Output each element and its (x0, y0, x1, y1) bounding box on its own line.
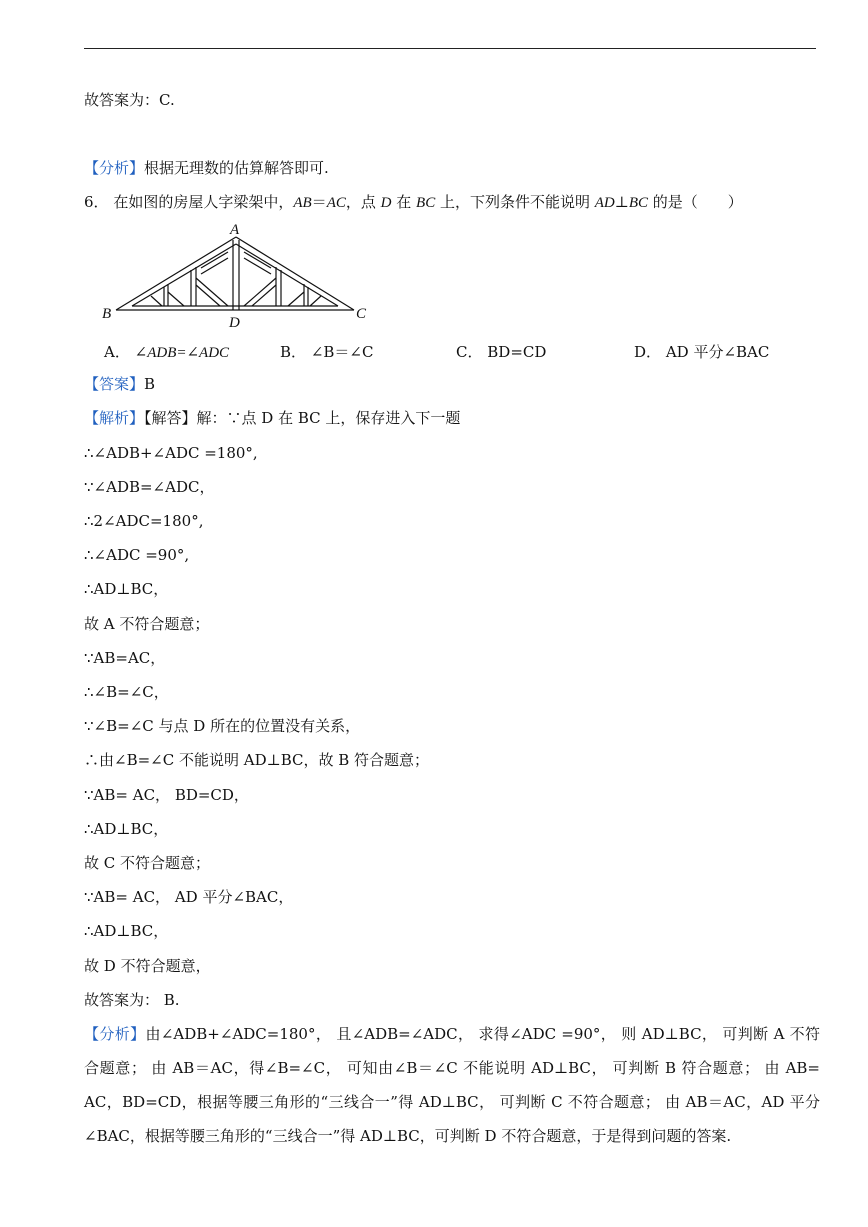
solution-step: ∵AB=AC， (84, 649, 166, 667)
solution-tag: 【解析】 (84, 409, 145, 427)
option-text: ∠ADB=∠ADC (134, 345, 230, 361)
option-letter: B． (280, 343, 307, 361)
stem-text: ，点 (345, 193, 381, 211)
final-analysis-text: 由∠ADB+∠ADC=180°， 且∠ADB=∠ADC， 求得∠ADC =90°， 则 AD⊥BC， 可判断 A 不符合题意； 由 AB＝AC，得∠B=∠C， 可知由∠B＝∠C 不能说明 AD⊥BC， 可判断 B 符合题意； 由 AB= AC，BD=CD，根据等腰三角形的“三线合一”得 AD⊥BC， 可判断 C 不符合题意； 由 AB＝AC，AD 平分∠BAC，根据等腰三角形的“三线合一”得 AD⊥BC，可判断 D 不符合题意，于是得到问题的答案. (84, 1025, 820, 1145)
header-rule (84, 48, 816, 49)
option-letter: C． (456, 343, 483, 361)
option-letter: A． (104, 343, 130, 361)
option-b (280, 342, 373, 362)
truss-right-inner-chord (236, 244, 338, 306)
answer-value: B (144, 375, 156, 393)
label-d: D (229, 315, 240, 331)
question-number: 6． (84, 193, 109, 211)
solution-step: 故 D 不符合题意， (84, 957, 211, 975)
truss-left-inner-chord (132, 244, 236, 306)
analysis-text: 根据无理数的估算解答即可. (144, 159, 329, 177)
stem-math: BC (628, 195, 649, 211)
truss-right-outer-chord (236, 237, 354, 310)
label-b: B (102, 306, 112, 322)
solution-step: ∵AB= AC， AD 平分∠BAC， (84, 888, 294, 906)
stem-math: D (380, 195, 392, 211)
solution-step: 故 C 不符合题意； (84, 854, 211, 872)
stem-text: 的是（ ） (648, 193, 743, 211)
analysis-tag: 【分析】 (84, 159, 145, 177)
stem-math: AB (293, 195, 312, 211)
stem-text: 在如图的房屋人字梁架中， (113, 193, 294, 211)
solution-step: ∴AD⊥BC， (84, 820, 169, 838)
stem-math: BC (416, 195, 436, 211)
stem-text: ＝ (311, 193, 327, 211)
solution-step: ∴∠ADB+∠ADC =180°, (84, 444, 258, 462)
label-c: C (356, 306, 367, 322)
answer-line (84, 374, 155, 394)
stem-text: 在 (391, 193, 417, 211)
option-a (104, 342, 229, 363)
stem-math: AC (326, 195, 346, 211)
option-text: AD 平分∠BAC (665, 343, 770, 361)
final-analysis-tag: 【分析】 (84, 1025, 146, 1043)
solution-step: ∴AD⊥BC， (84, 580, 169, 598)
solution-step: ∴∠ADC =90°, (84, 546, 190, 564)
truss-left-diagonal (196, 278, 228, 306)
final-analysis (84, 1017, 820, 1153)
question-stem (84, 192, 743, 213)
option-d (634, 342, 769, 362)
roof-truss-figure (96, 222, 376, 332)
solution-step: ∵∠ADB=∠ADC， (84, 478, 215, 496)
prev-analysis (84, 158, 329, 178)
stem-text: ⊥ (614, 193, 629, 211)
solve-tag: 【解答】 (144, 409, 197, 427)
solution-step: 故 A 不符合题意； (84, 615, 210, 633)
solution-step: ∴AD⊥BC， (84, 922, 169, 940)
prev-answer-line: 故答案为：C. (84, 91, 175, 109)
solution-step: ∵AB= AC， BD=CD， (84, 786, 249, 804)
truss-right-diagonal (244, 278, 276, 306)
solution-intro-line (84, 408, 460, 428)
solution-step: ∴2∠ADC=180°, (84, 512, 204, 530)
solution-step: ∵∠B=∠C 与点 D 所在的位置没有关系， (84, 717, 361, 735)
solution-step: ∴由∠B=∠C 不能说明 AD⊥BC，故 B 符合题意； (84, 751, 430, 769)
stem-text: 上，下列条件不能说明 (435, 193, 595, 211)
solution-step: 故答案为： B. (84, 991, 180, 1009)
option-letter: D． (634, 343, 662, 361)
solution-intro: 解：∵点 D 在 BC 上，保存进入下一题 (196, 409, 461, 427)
option-text: BD=CD (487, 343, 547, 361)
solution-step: ∴∠B=∠C， (84, 683, 169, 701)
option-c (456, 342, 546, 362)
stem-math: AD (594, 195, 615, 211)
label-a: A (230, 222, 240, 238)
answer-tag: 【答案】 (84, 375, 145, 393)
option-text: ∠B＝∠C (310, 343, 374, 361)
